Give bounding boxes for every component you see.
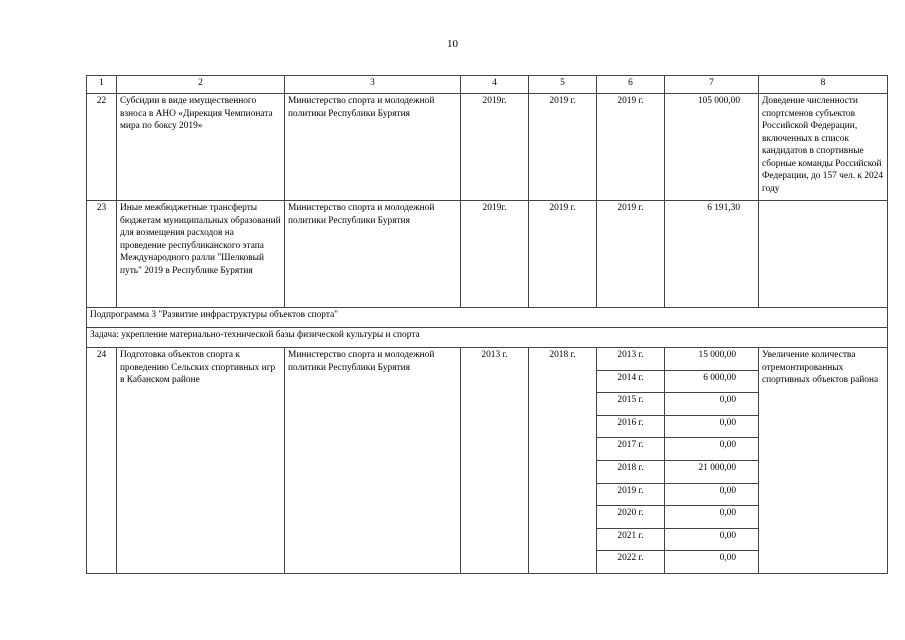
header-cell: 6 bbox=[597, 76, 665, 94]
amount: 21 000,00 bbox=[665, 460, 759, 483]
header-cell: 8 bbox=[759, 76, 888, 94]
amount: 0,00 bbox=[665, 438, 759, 461]
page-number: 10 bbox=[447, 38, 458, 50]
measure-name: Субсидии в виде имущественного взноса в АНО «Дирекция Чемпионата мира по боксу 2019» bbox=[117, 94, 285, 201]
amount: 6 191,30 bbox=[665, 201, 759, 308]
table-row bbox=[87, 94, 888, 201]
amount: 0,00 bbox=[665, 551, 759, 574]
year: 2019 г. bbox=[597, 94, 665, 201]
year: 2020 г. bbox=[597, 506, 665, 529]
measure-name: Иные межбюджетные трансферты бюджетам муниципальных образований для возмещения расходов на проведение республиканского этапа Международного ралли "Шелковый путь" 2019 в Республике Бурятия bbox=[117, 201, 285, 308]
year: 2016 г. bbox=[597, 415, 665, 438]
task-title: Задача: укрепление материально-технической базы физической культуры и спорта bbox=[87, 328, 888, 348]
year: 2013 г. bbox=[597, 348, 665, 371]
expected-result: Доведение численности спортсменов субъектов Российской Федерации, включенных в список кандидатов в спортивные сборные команды Российской Федерации, до 157 чел. к 2024 году bbox=[759, 94, 888, 201]
header-cell: 7 bbox=[665, 76, 759, 94]
amount: 0,00 bbox=[665, 393, 759, 416]
subprogram-row bbox=[87, 308, 888, 328]
executor: Министерство спорта и молодежной политики Республики Бурятия bbox=[285, 348, 461, 574]
amount: 0,00 bbox=[665, 506, 759, 529]
subprogram-title: Подпрограмма 3 "Развитие инфраструктуры объектов спорта" bbox=[87, 308, 888, 328]
executor: Министерство спорта и молодежной политики Республики Бурятия bbox=[285, 94, 461, 201]
amount: 6 000,00 bbox=[665, 370, 759, 393]
header-cell: 3 bbox=[285, 76, 461, 94]
amount: 0,00 bbox=[665, 528, 759, 551]
program-table bbox=[86, 75, 888, 574]
task-row bbox=[87, 328, 888, 348]
expected-result bbox=[759, 201, 888, 308]
header-cell: 5 bbox=[529, 76, 597, 94]
end-year: 2018 г. bbox=[529, 348, 597, 574]
year: 2015 г. bbox=[597, 393, 665, 416]
row-number: 22 bbox=[87, 94, 117, 201]
header-cell: 4 bbox=[461, 76, 529, 94]
end-year: 2019 г. bbox=[529, 201, 597, 308]
end-year: 2019 г. bbox=[529, 94, 597, 201]
year: 2018 г. bbox=[597, 460, 665, 483]
amount: 15 000,00 bbox=[665, 348, 759, 371]
year: 2022 г. bbox=[597, 551, 665, 574]
year: 2019 г. bbox=[597, 201, 665, 308]
year: 2019 г. bbox=[597, 483, 665, 506]
year: 2021 г. bbox=[597, 528, 665, 551]
row-number: 24 bbox=[87, 348, 117, 574]
measure-name: Подготовка объектов спорта к проведению Сельских спортивных игр в Кабанском районе bbox=[117, 348, 285, 574]
start-year: 2019г. bbox=[461, 94, 529, 201]
start-year: 2019г. bbox=[461, 201, 529, 308]
table-row bbox=[87, 201, 888, 308]
header-row bbox=[87, 76, 888, 94]
amount: 0,00 bbox=[665, 415, 759, 438]
expected-result: Увеличение количества отремонтированных спортивных объектов района bbox=[759, 348, 888, 574]
year: 2017 г. bbox=[597, 438, 665, 461]
row-number: 23 bbox=[87, 201, 117, 308]
table-row bbox=[87, 348, 888, 371]
header-cell: 1 bbox=[87, 76, 117, 94]
header-cell: 2 bbox=[117, 76, 285, 94]
executor: Министерство спорта и молодежной политики Республики Бурятия bbox=[285, 201, 461, 308]
amount: 0,00 bbox=[665, 483, 759, 506]
amount: 105 000,00 bbox=[665, 94, 759, 201]
year: 2014 г. bbox=[597, 370, 665, 393]
start-year: 2013 г. bbox=[461, 348, 529, 574]
